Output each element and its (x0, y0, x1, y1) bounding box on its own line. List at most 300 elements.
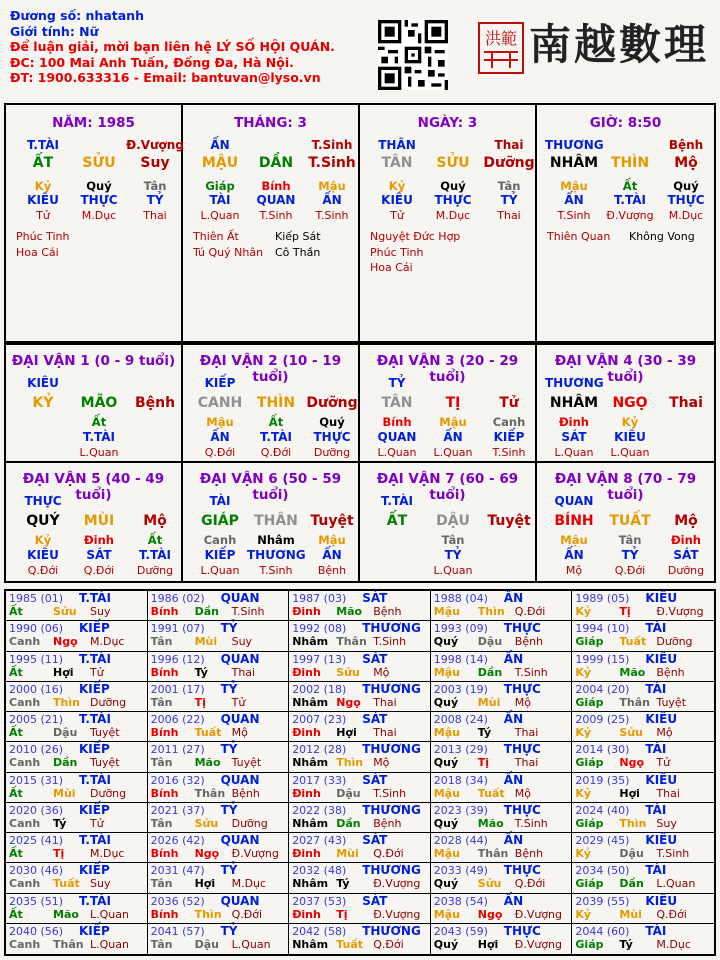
year-chi: Dần (619, 877, 644, 891)
year-chi: Sửu (194, 816, 219, 830)
year-can: Quý (433, 695, 459, 709)
year-can: Kỷ (575, 786, 592, 800)
dai-van-can: NHÂM (549, 395, 599, 411)
dai-van-thap-than: TÀI (209, 494, 231, 508)
dai-van-h1: Kỷ (34, 533, 52, 547)
pillar-top: T.TÀI (27, 138, 59, 152)
year-can: Quý (433, 816, 459, 830)
dai-van-h3: Q.Đới (614, 564, 646, 577)
dai-van-can: MÃO (80, 395, 118, 411)
dai-van-can: Dưỡng (306, 395, 358, 411)
pillar-can: SỬU (82, 155, 116, 171)
pillar-top: THÂN (378, 138, 416, 152)
year-chi: Mùi (194, 635, 218, 649)
year-thap-than: ẤN (503, 833, 524, 847)
phone-email: ĐT: 1900.633316 - Email: bantuvan@lyso.vn (10, 70, 321, 86)
dai-van-h2: T.TÀI (260, 430, 292, 444)
pillar-stars (370, 229, 460, 276)
year-thap-than: ẤN (503, 712, 524, 726)
year-thap-than: T.TÀI (79, 651, 111, 666)
year-cell (572, 803, 714, 833)
year-chi: Dần (194, 605, 219, 618)
pillar-h3: M.Dục (668, 209, 704, 222)
pillar-stars (193, 229, 263, 260)
year-cell (431, 863, 573, 893)
year-cell (6, 863, 148, 893)
year-label: 2004 (20) (575, 682, 630, 696)
year-label: 2009 (25) (575, 713, 630, 726)
year-can: Ất (9, 907, 23, 921)
pillar-h3: Thai (497, 209, 521, 222)
year-thap-than: THỰC (503, 923, 541, 938)
year-chi: Mùi (477, 695, 501, 709)
star-name: Hoa Cái (370, 261, 413, 274)
dai-van-h3: L.Quan (200, 564, 240, 577)
pillar-cell (360, 105, 537, 341)
star-name: Nguyệt Đức Hợp (370, 230, 461, 243)
gender: Giới tính: Nữ (10, 23, 99, 39)
year-chi: Thân (477, 847, 509, 860)
dai-van-h1: Tân (441, 533, 465, 547)
dai-van-h1: Bính (382, 415, 412, 429)
pillar-h1: Tân (497, 179, 521, 193)
year-thap-than: KIÊU (645, 893, 678, 908)
dai-van-can: KỶ (32, 395, 54, 411)
year-label: 1995 (11) (9, 652, 64, 666)
dai-van-h1: Nhâm (257, 533, 295, 547)
year-thap-than: KIÊU (645, 772, 678, 787)
year-stage: Đ.Vượng (231, 847, 279, 860)
year-cell (572, 591, 714, 621)
year-label: 2031 (47) (150, 864, 205, 878)
year-chi: Thân (53, 937, 84, 951)
year-can: Ất (9, 786, 23, 800)
year-cell (289, 652, 431, 682)
year-label: 2003 (19) (433, 682, 488, 696)
year-stage: Suy (90, 605, 111, 618)
dai-van-h2: ẤN (443, 430, 463, 444)
year-chi: Tý (619, 937, 633, 951)
year-thap-than: ẤN (503, 651, 524, 666)
dai-van-title: ĐẠI VẬN 5 (40 - 49 tuổi) (22, 471, 165, 503)
dai-van-h3: Dưỡng (313, 446, 351, 459)
year-can: Tân (150, 695, 173, 709)
year-cell (289, 712, 431, 742)
year-can: Đinh (292, 847, 321, 860)
dai-van-h1: Mậu (206, 415, 234, 429)
dai-van-h3: L.Quan (554, 446, 594, 459)
year-cell (148, 742, 290, 772)
dai-van-h1: Kỷ (621, 415, 639, 429)
year-thap-than: KIÊU (645, 712, 678, 726)
year-thap-than: THƯƠNG (362, 681, 421, 696)
dai-van-h2: SÁT (673, 548, 699, 562)
year-can: Ất (9, 605, 23, 618)
year-chi: Dậu (477, 635, 503, 649)
year-cell (431, 894, 573, 924)
year-chi: Sửu (619, 726, 643, 739)
pillar-h1: Quý (440, 179, 466, 193)
dai-van-can: NGỌ (612, 395, 648, 411)
year-thap-than: TÀI (645, 681, 667, 696)
year-stage: L.Quan (90, 937, 129, 951)
year-thap-than: TỶ (220, 863, 238, 878)
year-label: 2011 (27) (150, 743, 205, 757)
year-stage: Bệnh (373, 605, 402, 618)
year-chi: Mùi (336, 847, 359, 860)
pillar-stars (275, 229, 321, 260)
year-thap-than: QUAN (220, 712, 260, 726)
year-thap-than: THỰC (503, 863, 541, 878)
year-thap-than: QUAN (220, 591, 260, 605)
pillar-h2: TÀI (209, 193, 231, 207)
year-thap-than: KIÊU (645, 833, 678, 847)
year-cell (572, 652, 714, 682)
year-chi: Hợi (336, 726, 357, 739)
dai-van-h3: Dưỡng (136, 564, 174, 577)
year-label: 2010 (26) (9, 743, 64, 757)
dai-van-cell (6, 345, 183, 463)
year-cell (6, 682, 148, 712)
pillar-h2: THỰC (80, 193, 118, 207)
pillar-h3: T.Sinh (259, 209, 293, 222)
year-label: 2029 (45) (575, 834, 630, 847)
dai-van-h3: L.Quan (433, 564, 473, 577)
year-thap-than: THỰC (503, 621, 541, 636)
pillar-can: ẤT (32, 155, 54, 171)
pillar-can: Suy (140, 155, 170, 171)
year-stage: Mộ (656, 726, 673, 739)
year-stage: M.Dục (656, 937, 691, 951)
year-thap-than: TÀI (645, 621, 667, 636)
year-can: Giáp (575, 877, 604, 891)
year-stage: Suy (90, 877, 111, 891)
dai-van-h1: Mậu (439, 415, 467, 429)
logo-title: 南越數理 (529, 20, 710, 69)
year-chi: Thìn (336, 756, 364, 770)
dai-van-cell (360, 463, 537, 581)
year-cell (148, 591, 290, 621)
year-thap-than: TÀI (645, 802, 667, 817)
year-cell (148, 924, 290, 954)
year-chi: Sửu (53, 605, 77, 618)
year-stage: Q.Đới (514, 605, 546, 618)
dai-van-h2: TỶ (444, 548, 462, 562)
dai-van-h1: Mậu (560, 533, 588, 547)
year-label: 2021 (37) (150, 803, 205, 817)
year-can: Tân (150, 877, 173, 891)
year-chi: Ngọ (336, 695, 361, 709)
year-cell (289, 621, 431, 651)
year-label: 2016 (32) (150, 773, 205, 787)
year-stage: Mộ (514, 786, 532, 800)
dai-van-can: Bệnh (134, 395, 176, 411)
pillar-h2: TỶ (146, 193, 164, 207)
year-chi: Thìn (477, 605, 505, 618)
year-chi: Mùi (53, 786, 76, 800)
year-cell (148, 682, 290, 712)
year-chi: Tuất (194, 726, 222, 739)
dai-van-can: Tuyệt (310, 513, 354, 529)
year-stage: Thai (231, 665, 256, 679)
year-thap-than: SÁT (362, 772, 388, 787)
year-label: 2005 (21) (9, 713, 64, 726)
year-stage: Tử (656, 756, 671, 770)
year-cell (6, 621, 148, 651)
dai-van-title: ĐẠI VẬN 4 (30 - 39 tuổi) (554, 353, 697, 385)
year-can: Giáp (575, 816, 604, 830)
year-can: Bính (150, 665, 179, 679)
star-name: Phúc Tinh (370, 245, 424, 259)
year-can: Bính (150, 726, 179, 739)
yearly-grid (4, 589, 716, 956)
year-label: 2044 (60) (575, 924, 630, 938)
year-chi: Tuất (477, 786, 505, 800)
dai-van-can: THÂN (254, 513, 298, 529)
star-name: Thiên Ất (193, 230, 239, 243)
year-can: Nhâm (292, 937, 329, 951)
dai-van-h3: L.Quan (377, 446, 417, 459)
year-label: 2038 (54) (433, 894, 488, 908)
year-stage: Tử (90, 816, 104, 830)
year-chi: Tị (53, 847, 65, 860)
year-stage: Suy (231, 635, 253, 649)
dai-van-thap-than: THƯƠNG (545, 376, 604, 390)
year-cell (148, 803, 290, 833)
year-stage: Bệnh (231, 786, 260, 800)
year-cell (6, 712, 148, 742)
year-thap-than: THƯƠNG (362, 742, 421, 757)
pillar-can: Mộ (674, 155, 698, 171)
year-cell (289, 924, 431, 954)
dai-van-h2: THỰC (313, 430, 351, 444)
year-label: 2019 (35) (575, 773, 630, 787)
dai-van-thap-than: TỶ (388, 376, 406, 390)
year-label: 1994 (10) (575, 622, 630, 636)
dai-van-h3: Q.Đới (83, 564, 115, 577)
year-thap-than: T.TÀI (79, 893, 111, 908)
year-thap-than: KIẾP (79, 802, 110, 817)
year-thap-than: KIẾP (79, 742, 110, 757)
year-stage: Thai (514, 756, 539, 770)
year-stage: Tuyệt (231, 756, 262, 770)
pillar-can: MẬU (201, 155, 239, 171)
contact-note: Để luận giải, mời bạn liên hệ LÝ SỐ HỘI QUÁN. (10, 39, 335, 55)
year-stage: Bệnh (514, 635, 544, 649)
dai-van-h3: Mộ (565, 564, 583, 577)
year-thap-than: KIẾP (79, 681, 110, 696)
year-can: Nhâm (292, 816, 329, 830)
dai-van-can: TỊ (445, 395, 461, 411)
year-cell (431, 803, 573, 833)
year-cell (572, 742, 714, 772)
dai-van-h2: QUAN (377, 430, 417, 444)
year-stage: T.Sinh (373, 635, 407, 649)
logo-seal (478, 22, 524, 74)
year-stage: Tuyệt (656, 695, 687, 709)
year-stage: Bệnh (656, 665, 685, 679)
dai-van-can: BÍNH (554, 513, 594, 529)
pillar-h2: THỰC (667, 193, 705, 207)
star-name: Hoa Cái (16, 245, 59, 259)
year-stage: T.Sinh (514, 816, 548, 830)
dai-van-can: QUÝ (26, 513, 60, 529)
dai-van-title: ĐẠI VẬN 3 (20 - 29 tuổi) (376, 353, 519, 385)
dai-van-h2: ẤN (322, 548, 342, 562)
dai-van-h3: L.Quan (79, 446, 119, 459)
year-label: 1991 (07) (150, 622, 205, 636)
year-label: 2018 (34) (433, 773, 488, 787)
year-cell (289, 742, 431, 772)
year-label: 2017 (33) (292, 773, 347, 787)
year-label: 2034 (50) (575, 864, 630, 878)
year-cell (6, 803, 148, 833)
year-can: Ất (9, 847, 23, 860)
pillar-can: TÂN (381, 155, 413, 171)
year-stage: Đ.Vượng (514, 937, 562, 951)
year-chi: Ngọ (194, 847, 220, 860)
pillar-h3: T.Sinh (557, 209, 591, 222)
year-can: Kỷ (575, 665, 592, 679)
year-stage: Mộ (514, 695, 532, 709)
year-thap-than: T.TÀI (79, 772, 111, 787)
dai-van-h2: KIẾP (493, 430, 525, 444)
dai-van-h1: Đinh (559, 415, 589, 429)
seal-text-top: 洪範 (484, 29, 518, 48)
pillar-top: ẤN (210, 138, 230, 152)
dai-van-title: ĐẠI VẬN 7 (60 - 69 tuổi) (376, 471, 519, 503)
year-cell (572, 833, 714, 863)
year-label: 2008 (24) (433, 713, 488, 726)
year-label: 2042 (58) (292, 924, 347, 938)
year-stage: T.Sinh (231, 605, 265, 618)
dai-van-h1: Canh (492, 415, 526, 429)
year-cell (572, 712, 714, 742)
year-thap-than: TỶ (220, 923, 238, 938)
year-thap-than: T.TÀI (79, 591, 111, 605)
year-label: 2002 (18) (292, 682, 347, 696)
year-stage: Dưỡng (656, 635, 693, 649)
year-stage: Tử (231, 695, 246, 709)
star-name: Kiếp Sát (275, 230, 321, 243)
year-cell (572, 894, 714, 924)
pillar-h1: Mậu (318, 179, 346, 193)
year-thap-than: QUAN (220, 893, 260, 908)
year-stage: Q.Đới (514, 877, 546, 891)
year-can: Giáp (575, 635, 604, 649)
pillar-cell (183, 105, 360, 341)
year-chi: Dậu (336, 786, 361, 800)
year-thap-than: KIẾP (79, 621, 110, 636)
year-label: 1990 (06) (9, 622, 64, 636)
year-can: Mậu (433, 907, 460, 921)
year-stage: Thai (373, 726, 397, 739)
year-chi: Sửu (477, 877, 502, 891)
pillar-stars (629, 229, 695, 245)
year-can: Mậu (433, 786, 460, 800)
year-chi: Ngọ (53, 635, 78, 649)
year-label: 1998 (14) (433, 652, 488, 666)
year-can: Kỷ (575, 726, 592, 739)
year-cell (572, 621, 714, 651)
year-cell (431, 712, 573, 742)
year-cell (6, 742, 148, 772)
year-stage: M.Dục (90, 635, 125, 649)
year-label: 2022 (38) (292, 803, 347, 817)
dai-van-h2: KIÊU (27, 548, 59, 562)
year-stage: Mộ (373, 756, 390, 770)
pillar-can: T.Sinh (308, 155, 356, 171)
year-cell (6, 591, 148, 621)
pillar-h2: KIÊU (381, 193, 413, 207)
year-can: Quý (433, 877, 459, 891)
pillar-h2: T.TÀI (614, 193, 646, 207)
year-cell (6, 652, 148, 682)
year-stage: Thai (514, 726, 539, 739)
year-stage: M.Dục (90, 847, 125, 860)
dai-van-h1: Ất (268, 415, 284, 429)
pillar-h2: ẤN (322, 193, 342, 207)
year-cell (289, 803, 431, 833)
year-can: Canh (9, 937, 41, 951)
dai-van-h3: Q.Đới (27, 564, 59, 577)
pillar-stars (16, 229, 70, 260)
year-can: Giáp (575, 695, 604, 709)
dai-van-h2: T.TÀI (139, 548, 171, 562)
year-label: 2039 (55) (575, 894, 630, 908)
year-cell (289, 833, 431, 863)
year-thap-than: QUAN (220, 772, 260, 787)
year-chi: Tị (619, 605, 631, 618)
year-thap-than: KIẾP (79, 863, 110, 878)
year-chi: Mùi (619, 907, 642, 921)
year-can: Đinh (292, 605, 321, 618)
year-chi: Thìn (53, 695, 80, 709)
year-chi: Ngọ (619, 756, 645, 770)
year-stage: Đ.Vượng (373, 907, 421, 921)
dai-van-h1: Đinh (671, 533, 701, 547)
year-label: 2026 (42) (150, 834, 205, 847)
year-chi: Dần (336, 816, 361, 830)
year-label: 1988 (04) (433, 592, 488, 605)
year-cell (148, 863, 290, 893)
year-chi: Tị (336, 907, 348, 921)
year-cell (148, 833, 290, 863)
year-label: 1993 (09) (433, 622, 488, 636)
year-can: Mậu (433, 665, 460, 679)
year-thap-than: SÁT (362, 893, 388, 908)
year-cell (431, 833, 573, 863)
year-label: 2030 (46) (9, 864, 64, 878)
year-can: Nhâm (292, 695, 329, 709)
dai-van-cell (537, 463, 714, 581)
dai-van-can: Tử (499, 395, 519, 411)
pillar-h3: T.Sinh (315, 209, 349, 222)
year-can: Bính (150, 605, 179, 618)
dai-van-thap-than: KIÊU (27, 376, 59, 390)
year-label: 1992 (08) (292, 622, 347, 636)
dai-van-can: Tuyệt (487, 513, 531, 529)
year-stage: Đ.Vượng (514, 907, 562, 921)
pillar-h2: KIÊU (27, 193, 59, 207)
year-stage: Mộ (373, 665, 390, 679)
pillar-cell (6, 105, 183, 341)
year-can: Ất (9, 726, 23, 739)
star-name: Không Vong (629, 230, 695, 243)
pillar-can: Dưỡng (483, 155, 535, 171)
star-name: Tú Quý Nhân (193, 245, 264, 259)
dai-van-can: Mộ (674, 513, 698, 529)
